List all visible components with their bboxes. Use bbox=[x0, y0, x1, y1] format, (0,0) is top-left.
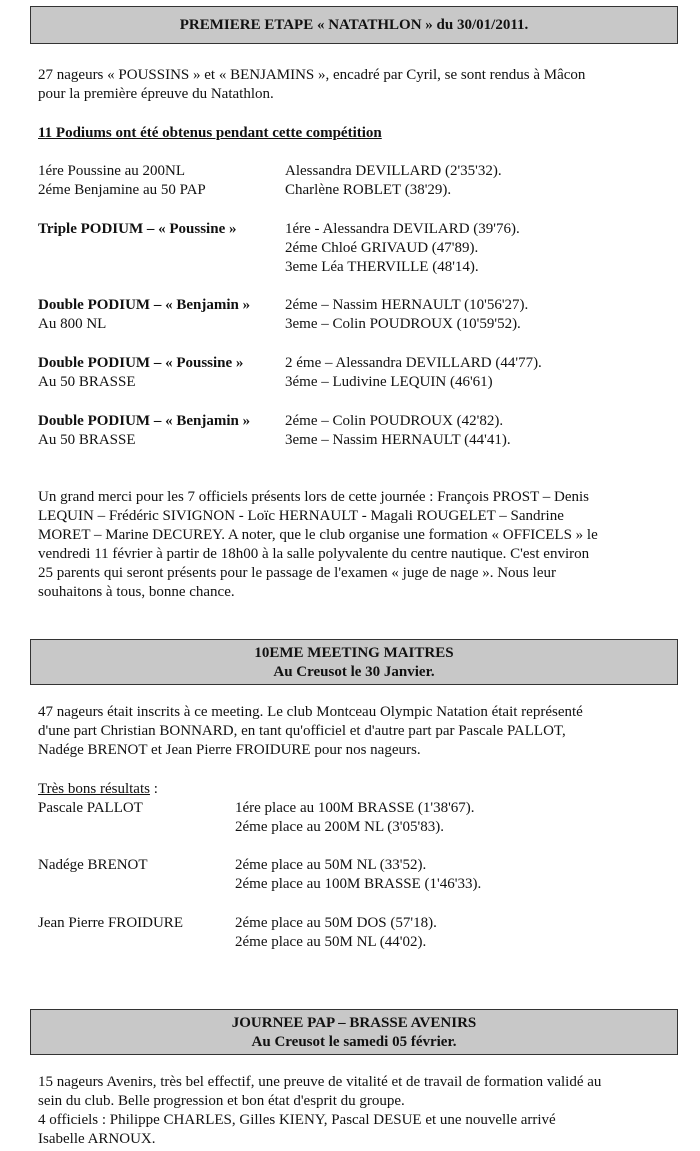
text-line: 25 parents qui seront présents pour le passage de l'examen « juge de nage ». Nous leur bbox=[38, 565, 556, 581]
section-title: PREMIERE ETAPE « NATATHLON » du 30/01/2011. bbox=[179, 17, 529, 33]
result-value: 3eme – Colin POUDROUX (10'59'52). bbox=[285, 316, 521, 332]
text-line: vendredi 11 février à partir de 18h00 à la salle polyvalente du centre nautique. C'est environ bbox=[38, 546, 590, 562]
swimmer-name: Jean Pierre FROIDURE bbox=[38, 915, 183, 931]
results-heading: Très bons résultats bbox=[38, 781, 150, 797]
text-line: 4 officiels : Philippe CHARLES, Gilles KIENY, Pascal DESUE et une nouvelle arrivé bbox=[38, 1112, 556, 1128]
swimmer-name: Nadége BRENOT bbox=[38, 857, 148, 873]
result-label: Au 800 NL bbox=[38, 316, 107, 332]
text-line: Isabelle ARNOUX. bbox=[38, 1131, 156, 1147]
meeting-intro bbox=[38, 703, 668, 760]
podiums-heading: 11 Podiums ont été obtenus pendant cette compétition bbox=[38, 125, 382, 141]
result-value: 1ére - Alessandra DEVILARD (39'76). bbox=[285, 221, 520, 237]
swimmer-result: 2éme place au 100M BRASSE (1'46'33). bbox=[235, 876, 482, 892]
result-value: 3eme Léa THERVILLE (48'14). bbox=[285, 259, 479, 275]
result-value: Charlène ROBLET (38'29). bbox=[285, 182, 452, 198]
journee-paragraph bbox=[38, 1073, 668, 1149]
result-label: Double PODIUM – « Benjamin » bbox=[38, 297, 251, 313]
results-heading-row bbox=[38, 780, 678, 799]
result-label: 1ére Poussine au 200NL bbox=[38, 163, 186, 179]
thanks-paragraph bbox=[38, 488, 668, 602]
result-value: 3éme – Ludivine LEQUIN (46'61) bbox=[285, 374, 493, 390]
swimmer-result: 1ére place au 100M BRASSE (1'38'67). bbox=[235, 800, 475, 816]
section-banner-journee-pap bbox=[30, 1009, 678, 1055]
section-subtitle: Au Creusot le 30 Janvier. bbox=[273, 664, 435, 680]
result-value: Alessandra DEVILLARD (2'35'32). bbox=[285, 163, 502, 179]
text-line: Nadége BRENOT et Jean Pierre FROIDURE pour nos nageurs. bbox=[38, 742, 421, 758]
result-label: 2éme Benjamine au 50 PAP bbox=[38, 182, 206, 198]
text-line: 27 nageurs « POUSSINS » et « BENJAMINS », encadré par Cyril, se sont rendus à Mâcon bbox=[38, 67, 586, 83]
text-line: souhaitons à tous, bonne chance. bbox=[38, 584, 235, 600]
text-line: MORET – Marine DECUREY. A noter, que le club organise une formation « OFFICELS » le bbox=[38, 527, 598, 543]
result-value: 3eme – Nassim HERNAULT (44'41). bbox=[285, 432, 511, 448]
results-heading-suffix: : bbox=[149, 781, 158, 797]
section-subtitle: Au Creusot le samedi 05 février. bbox=[251, 1034, 457, 1050]
result-value: 2éme Chloé GRIVAUD (47'89). bbox=[285, 240, 479, 256]
text-line: 15 nageurs Avenirs, très bel effectif, une preuve de vitalité et de travail de formation validé au bbox=[38, 1074, 602, 1090]
swimmer-name: Pascale PALLOT bbox=[38, 800, 143, 816]
result-label: Triple PODIUM – « Poussine » bbox=[38, 221, 237, 237]
result-label: Au 50 BRASSE bbox=[38, 432, 136, 448]
result-label: Double PODIUM – « Benjamin » bbox=[38, 413, 251, 429]
swimmer-result: 2éme place au 50M NL (44'02). bbox=[235, 934, 427, 950]
result-value: 2 éme – Alessandra DEVILLARD (44'77). bbox=[285, 355, 542, 371]
result-value: 2éme – Colin POUDROUX (42'82). bbox=[285, 413, 504, 429]
text-line: LEQUIN – Frédéric SIVIGNON - Loïc HERNAULT - Magali ROUGELET – Sandrine bbox=[38, 508, 564, 524]
text-line: d'une part Christian BONNARD, en tant qu'officiel et d'autre part par Pascale PALLOT, bbox=[38, 723, 566, 739]
text-line: Un grand merci pour les 7 officiels présents lors de cette journée : François PROST – Denis bbox=[38, 489, 589, 505]
result-label: Au 50 BRASSE bbox=[38, 374, 136, 390]
result-value: 2éme – Nassim HERNAULT (10'56'27). bbox=[285, 297, 529, 313]
section-title: JOURNEE PAP – BRASSE AVENIRS bbox=[231, 1015, 477, 1031]
swimmer-result: 2éme place au 50M DOS (57'18). bbox=[235, 915, 437, 931]
intro-paragraph bbox=[38, 66, 668, 104]
text-line: 47 nageurs était inscrits à ce meeting. Le club Montceau Olympic Natation était représenté bbox=[38, 704, 583, 720]
section-banner-natathlon bbox=[30, 6, 678, 44]
text-line: pour la première épreuve du Natathlon. bbox=[38, 86, 274, 102]
swimmer-result: 2éme place au 50M NL (33'52). bbox=[235, 857, 427, 873]
swimmer-result: 2éme place au 200M NL (3'05'83). bbox=[235, 819, 444, 835]
section-banner-meeting-maitres bbox=[30, 639, 678, 685]
result-label: Double PODIUM – « Poussine » bbox=[38, 355, 244, 371]
section-title: 10EME MEETING MAITRES bbox=[254, 645, 454, 661]
text-line: sein du club. Belle progression et bon état d'esprit du groupe. bbox=[38, 1093, 405, 1109]
